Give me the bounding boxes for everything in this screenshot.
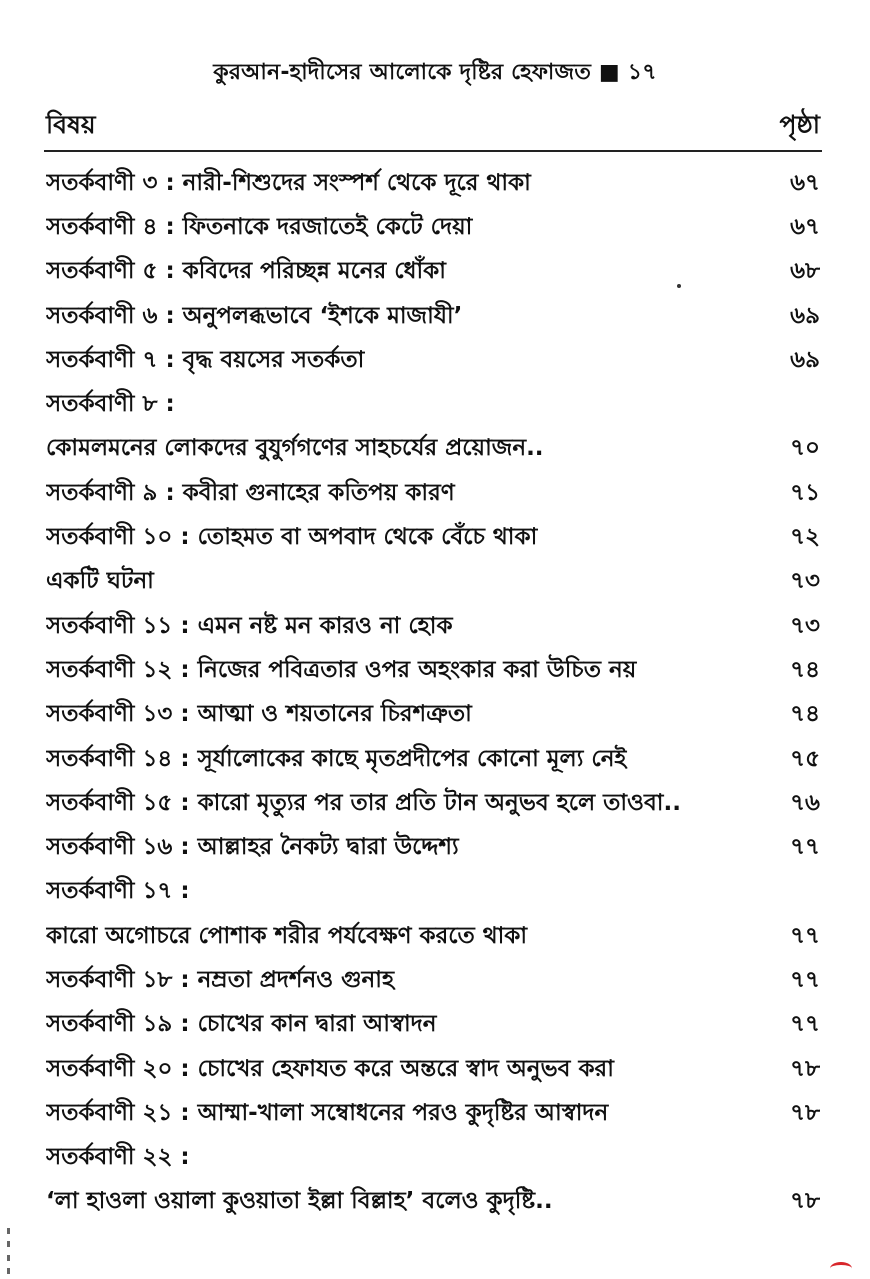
toc-entry-title: কোমলমনের লোকদের বুযুর্গগণের সাহচর্যের প্রয়োজন.. <box>46 435 544 462</box>
toc-entry-title: সতর্কবাণী ১২ : নিজের পবিত্রতার ওপর অহংকার করা উচিত নয় <box>46 656 637 683</box>
toc-entry-title: সতর্কবাণী ৯ : কবীরা গুনাহের কতিপয় কারণ <box>46 479 455 506</box>
toc-entry <box>46 914 820 958</box>
toc-entry-page: ৭৩ <box>790 568 820 595</box>
toc-entry-page: ৭৮ <box>790 1055 820 1082</box>
toc-entry-page: ৭৭ <box>790 966 820 993</box>
toc-entry-page: ৭৭ <box>790 834 820 861</box>
toc-entry-page: ৭০ <box>790 435 820 462</box>
toc-entry <box>46 1180 820 1224</box>
print-speck <box>677 284 681 288</box>
toc-entry-page: ৭৫ <box>790 745 820 772</box>
toc-entry-page: ৬৭ <box>790 169 820 196</box>
toc-entry-page: ৭৪ <box>790 701 820 728</box>
toc-entry <box>46 693 820 737</box>
toc-entry-title: সতর্কবাণী ১৫ : কারো মৃত্যুর পর তার প্রতি টান অনুভব হলে তাওবা.. <box>46 789 681 816</box>
toc-entry-title: সতর্কবাণী ১৯ : চোখের কান দ্বারা আস্বাদন <box>46 1011 437 1038</box>
toc-list <box>46 161 820 1224</box>
toc-entry <box>46 737 820 781</box>
toc-entry-title: সতর্কবাণী ৫ : কবিদের পরিচ্ছন্ন মনের ধোঁকা <box>46 258 446 285</box>
toc-entry-title: সতর্কবাণী ৪ : ফিতনাকে দরজাতেই কেটে দেয়া <box>46 213 473 240</box>
toc-entry <box>46 1003 820 1047</box>
toc-entry <box>46 560 820 604</box>
toc-entry-title: সতর্কবাণী ৭ : বৃদ্ধ বয়সের সতর্কতা <box>46 346 365 373</box>
toc-entry-page: ৬৯ <box>790 302 820 329</box>
toc-entry-title: সতর্কবাণী ২২ : <box>46 1144 190 1171</box>
toc-entry <box>46 958 820 1002</box>
toc-entry-page: ৭৭ <box>790 1011 820 1038</box>
toc-entry-page: ৬৯ <box>790 346 820 373</box>
toc-entry <box>46 515 820 559</box>
toc-entry <box>46 250 820 294</box>
red-edge-mark <box>830 1262 852 1275</box>
running-head: কুরআন-হাদীসের আলোকে দৃষ্টির হেফাজত ■ ১৭ <box>213 60 657 85</box>
toc-entry-title: সতর্কবাণী ১৪ : সূর্যালোকের কাছে মৃতপ্রদীপের কোনো মূল্য নেই <box>46 745 627 772</box>
toc-entry-title: ‘লা হাওলা ওয়ালা কুওয়াতা ইল্লা বিল্লাহ’ বলেও কুদৃষ্টি.. <box>46 1188 553 1215</box>
toc-entry-title: সতর্কবাণী ১৭ : <box>46 878 190 905</box>
toc-entry-title: সতর্কবাণী ১৬ : আল্লাহর নৈকট্য দ্বারা উদ্দেশ্য <box>46 834 459 861</box>
toc-entry-title: সতর্কবাণী ৬ : অনুপলব্ধভাবে ‘ইশকে মাজাযী’ <box>46 302 463 329</box>
toc-entry-page: ৭৭ <box>790 922 820 949</box>
toc-entry-title: সতর্কবাণী ৮ : <box>46 391 175 418</box>
toc-entry-page: ৭৮ <box>790 1099 820 1126</box>
toc-entry <box>46 161 820 205</box>
toc-entry <box>46 294 820 338</box>
toc-entry-page: ৭১ <box>790 479 820 506</box>
toc-entry <box>46 825 820 869</box>
toc-entry <box>46 648 820 692</box>
toc-entry <box>46 1091 820 1135</box>
toc-entry-title: একটি ঘটনা <box>46 568 154 595</box>
page-column-heading: পৃষ্ঠা <box>779 110 820 139</box>
toc-entry-page: ৭৮ <box>790 1188 820 1215</box>
binding-margin-mark <box>4 1228 13 1274</box>
toc-entry-page: ৬৮ <box>790 258 820 285</box>
toc-entry-page: ৬৭ <box>790 213 820 240</box>
toc-entry-title: সতর্কবাণী ২০ : চোখের হেফাযত করে অন্তরে স্বাদ অনুভব করা <box>46 1055 614 1082</box>
toc-header <box>46 108 820 148</box>
toc-entry <box>46 382 820 426</box>
toc-entry-page: ৭৪ <box>790 656 820 683</box>
toc-entry-title: সতর্কবাণী ৩ : নারী-শিশুদের সংস্পর্শ থেকে দূরে থাকা <box>46 169 531 196</box>
toc-entry-page: ৭৬ <box>790 789 820 816</box>
toc-entry <box>46 471 820 515</box>
toc-entry <box>46 1136 820 1180</box>
toc-entry-title: কারো অগোচরে পোশাক শরীর পর্যবেক্ষণ করতে থাকা <box>46 922 528 949</box>
toc-entry-page: ৭৩ <box>790 612 820 639</box>
toc-entry-title: সতর্কবাণী ১৮ : নম্রতা প্রদর্শনও গুনাহ <box>46 966 395 993</box>
toc-entry-title: সতর্কবাণী ১১ : এমন নষ্ট মন কারও না হোক <box>46 612 453 639</box>
toc-entry-title: সতর্কবাণী ২১ : আম্মা-খালা সম্বোধনের পরও কুদৃষ্টির আস্বাদন <box>46 1099 609 1126</box>
toc-entry-title: সতর্কবাণী ১৩ : আত্মা ও শয়তানের চিরশত্রুতা <box>46 701 472 728</box>
topic-column-heading: বিষয় <box>46 110 96 139</box>
toc-entry <box>46 870 820 914</box>
toc-entry <box>46 205 820 249</box>
toc-entry <box>46 604 820 648</box>
toc-entry-page: ৭২ <box>790 524 820 551</box>
header-rule <box>44 150 822 152</box>
toc-entry <box>46 1047 820 1091</box>
toc-entry <box>46 427 820 471</box>
toc-entry <box>46 781 820 825</box>
toc-entry <box>46 338 820 382</box>
toc-entry-title: সতর্কবাণী ১০ : তোহমত বা অপবাদ থেকে বেঁচে থাকা <box>46 524 538 551</box>
